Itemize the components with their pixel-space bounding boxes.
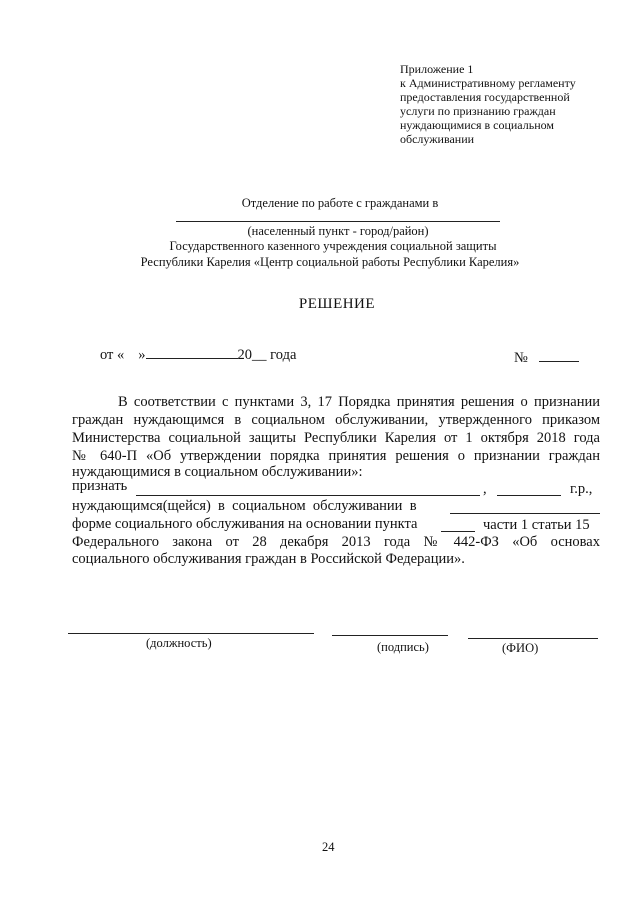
position-caption: (должность) [146,636,212,650]
signature-caption: (подпись) [377,640,429,654]
year-prefix: 20 [237,347,253,363]
date-blank [146,346,238,359]
number-label: № [514,350,528,366]
needing-service-text: нуждающимся(щейся) в социальном обслуживании в [72,498,417,514]
federal-law-line: Федерального закона от 28 декабря 2013 года № 442-ФЗ «Об основах [72,534,600,550]
number-blank [539,349,579,362]
signature-line [332,635,448,636]
appendix-line: Приложение 1 [400,62,474,76]
body-line-5: нуждающимися в социальном обслуживании»: [72,464,363,480]
service-form-blank [450,513,600,514]
body-line-1: В соответствии с пунктами 3, 17 Порядка принятия решения о признании [118,394,600,410]
institution-line-2: Республики Карелия «Центр социальной работы Республики Карелия» [140,255,520,269]
date-from-label: от « [100,347,125,363]
year-suffix: __ года [252,347,297,363]
body-last-line: социального обслуживания граждан в Российской Федерации». [72,551,465,567]
form-basis-text: форме социального обслуживания на основании пункта [72,516,418,532]
body-line-4: № 640-П «Об утверждении порядка принятия решения о признании граждан [72,448,600,464]
appendix-line: услуги по признанию граждан [400,104,556,118]
appendix-line: обслуживании [400,132,475,146]
birth-year-label: г.р., [570,481,593,497]
birth-year-blank [497,495,561,496]
body-line-3: Министерства социальной защиты Республики Карелия от 1 октября 2018 года [72,430,600,446]
date-quote-close: » [138,347,146,363]
person-name-blank [136,495,480,496]
appendix-note [400,62,576,146]
date-line [100,346,296,364]
recognize-label: признать [72,478,128,494]
locality-blank-line [176,221,500,222]
locality-caption: (населенный пункт - город/район) [247,224,429,238]
page-number: 24 [322,840,335,854]
department-label: Отделение по работе с гражданами в [241,196,439,210]
body-line-2: граждан нуждающимся в социальном обслуживании, утвержденного приказом [72,412,600,428]
position-signature-line [68,633,314,634]
document-title: РЕШЕНИЕ [298,296,376,312]
name-comma: , [483,481,487,497]
institution-line-1: Государственного казенного учреждения социальной защиты [169,239,497,253]
name-caption: (ФИО) [502,641,539,655]
part-article-text: части 1 статьи 15 [483,517,590,533]
appendix-line: предоставления государственной [400,90,570,104]
name-signature-line [468,638,598,639]
appendix-line: нуждающимися в социальном [400,118,554,132]
number-field [514,349,579,367]
appendix-line: к Административному регламенту [400,76,576,90]
clause-blank [441,531,475,532]
